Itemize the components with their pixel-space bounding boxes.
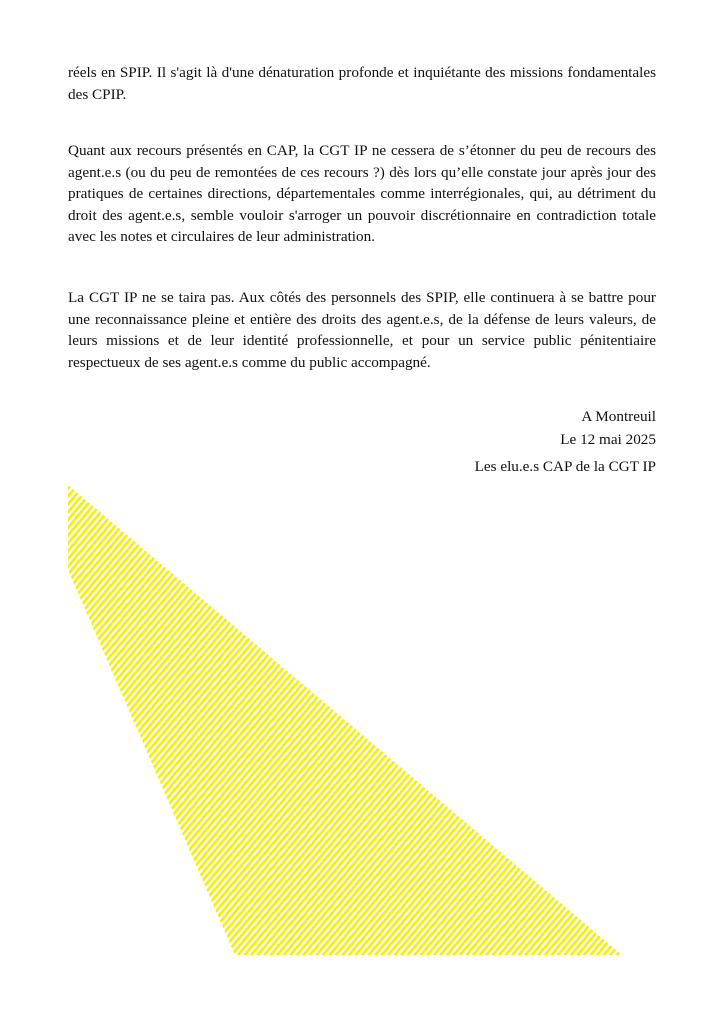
signature-signatory: Les elu.e.s CAP de la CGT IP	[474, 458, 656, 475]
paragraph-recours: Quant aux recours présentés en CAP, la CGT IP ne cessera de s’étonner du peu de recours des agent.e.s (ou du peu de remontées de ces recours ?) dès lors qu’elle constate jour après jour des pratiques de certaines directions, départementales comme interrégionales, qui, au détriment du droit des agent.e.s, semble vouloir s'arroger un pouvoir discrétionnaire en contradiction totale avec les notes et circulaires de leur administration.	[68, 142, 656, 246]
paragraph-intro-end: réels en SPIP. Il s'agit là d'une dénaturation profonde et inquiétante des missions fondamentales des CPIP.	[68, 64, 656, 103]
signature-date: Le 12 mai 2025	[560, 431, 656, 448]
signature-place: A Montreuil	[581, 408, 656, 425]
paragraph-conclusion: La CGT IP ne se taira pas. Aux côtés des personnels des SPIP, elle continuera à se battre pour une reconnaissance pleine et entière des droits des agent.e.s, de la défense de leurs valeurs, de leurs missions et de leur identité professionnelle, et pour un service public pénitentiaire respectueux de ses agent.e.s comme du public accompagné.	[68, 289, 656, 371]
